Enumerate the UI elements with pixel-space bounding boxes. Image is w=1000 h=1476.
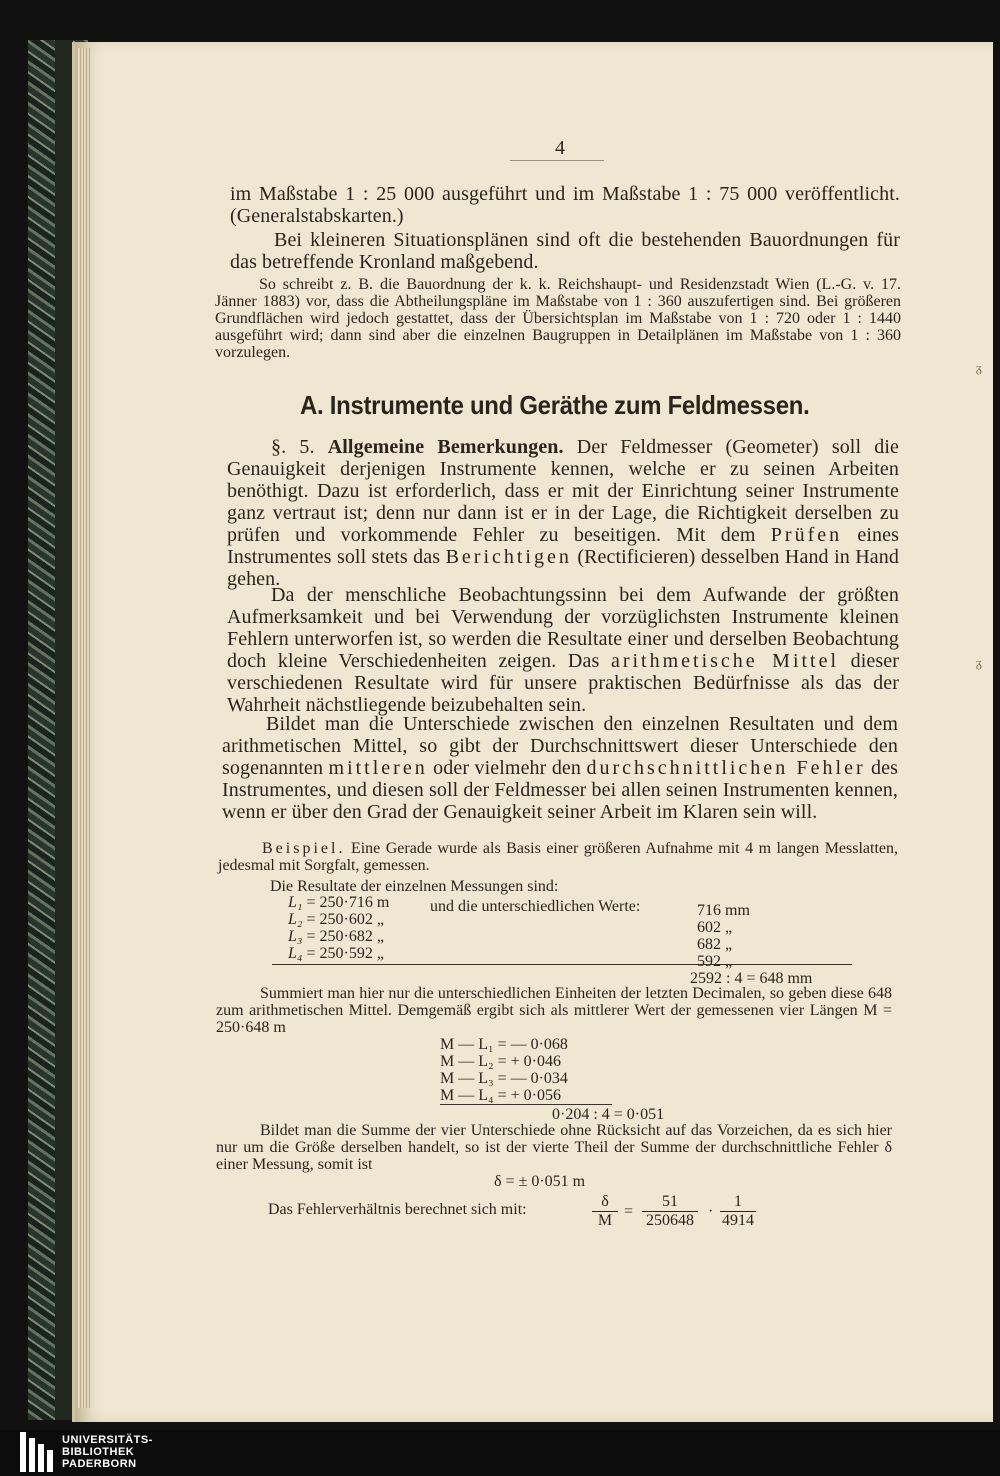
denominator: 250648: [642, 1211, 698, 1230]
library-logo-text: [62, 1434, 153, 1470]
measurement-symbol: L₁: [288, 894, 303, 911]
measurement-symbol: L₃: [288, 928, 303, 945]
fraction-3: [720, 1193, 756, 1230]
measurement-value: = 250·602 „: [306, 911, 384, 928]
diff-value: 592 „: [697, 953, 733, 970]
spaced-term: durchschnittlichen Fehler: [586, 757, 866, 779]
text-run: Bildet man die Unterschiede zwischen den einzelnen Resultaten und dem arithmetischen Mittel, so gibt der Durchschnittswert dieser Unterschiede den sogenannten: [222, 713, 898, 779]
logo-line: BIBLIOTHEK: [62, 1446, 135, 1458]
dot-sign: ·: [708, 1203, 714, 1220]
numerator: 1: [734, 1193, 742, 1210]
equals-sign: =: [624, 1203, 634, 1220]
text-run: des Instrumentes, und diesen soll der Feldmesser bei allen seinen Instrumenten kennen, wenn er über den Grad der Genauigkeit seiner Arbeit im Klaren sein will.: [222, 757, 899, 823]
measurement-row: [288, 894, 389, 912]
diff-value: 682 „: [697, 936, 733, 953]
example-paragraph-3: [216, 1122, 892, 1173]
residual-rule: [440, 1104, 612, 1105]
measurement-value: = 250·682 „: [306, 928, 384, 945]
residual-row: M — L₁ = — 0·068: [440, 1036, 568, 1053]
page-number-rule: [510, 160, 604, 161]
measurement-symbol: L₄: [288, 945, 303, 962]
fraction-1: [592, 1193, 618, 1230]
paragraph-section-5: [227, 436, 899, 590]
spaced-term: mittleren: [328, 757, 428, 779]
numerator: δ: [601, 1193, 609, 1210]
paragraph-text: [227, 436, 899, 590]
page-number: 4: [555, 137, 565, 159]
diff-intro: und die unterschiedlichen Werte:: [430, 898, 641, 915]
diff-value: 716 mm: [697, 902, 750, 919]
logo-line: UNIVERSITÄTS-: [62, 1434, 153, 1446]
paragraph-text: Bei kleineren Situationsplänen sind oft die bestehenden Bauordnungen für das betreffende Kronland maßgebend.: [230, 229, 900, 273]
text-line: (Generalstabskarten.): [230, 205, 404, 227]
example-paragraph-2: [216, 985, 892, 1036]
measurement-value: = 250·592 „: [306, 945, 384, 962]
measurement-row: [288, 945, 384, 963]
fraction-2: [642, 1193, 698, 1230]
paragraph-2-small: [215, 276, 901, 361]
top-lines: [230, 183, 900, 227]
residual-sum: 0·204 : 4 = 0·051: [552, 1106, 665, 1123]
text-line: im Maßstabe 1 : 25 000 ausgeführt und im Maßstabe 1 : 75 000 veröffentlicht.: [230, 183, 900, 205]
residual-row: M — L₄ = + 0·056: [440, 1087, 561, 1104]
spaced-term: Berichtigen: [445, 546, 572, 568]
text-run: oder vielmehr den: [433, 757, 582, 779]
residual-row: M — L₃ = — 0·034: [440, 1070, 568, 1087]
paragraph-text: [218, 840, 898, 874]
denominator: 4914: [722, 1212, 754, 1229]
diff-value: 602 „: [697, 919, 733, 936]
section-heading: A. Instrumente und Geräthe zum Feldmessen.: [300, 390, 810, 420]
margin-mark: ᵹ: [975, 361, 982, 376]
measurement-symbol: L₂: [288, 911, 303, 928]
paragraph-text: Summiert man hier nur die unterschiedlichen Einheiten der letzten Decimalen, so geben diese 648 zum arithmetischen Mittel. Demgemäß ergibt sich als mittlerer Wert der gemessenen vier Längen M = 250·648 m: [216, 985, 892, 1036]
diff-sum: 2592 : 4 = 648 mm: [690, 970, 813, 987]
measurement-row: [288, 928, 384, 946]
text-run: Da der menschliche Beobachtungssinn bei dem Aufwande der größten Aufmerksamkeit und bei Verwendung der vorzüglichsten Instrumente kleinen Fehlern unterworfen ist, so werden die Resultate einer und derselben Beobachtung doch kleine Verschiedenheiten zeigen. Das: [227, 584, 899, 672]
text-run: dieser verschiedenen Resultate wird für unsere praktischen Bedürfnisse als das der Wahrheit nächstliegende beizubehalten sein.: [227, 650, 900, 716]
paragraph-text: [222, 713, 898, 823]
section-title: Allgemeine Bemerkungen.: [327, 436, 564, 458]
text-run: eines Instrumentes soll stets das: [227, 524, 899, 568]
spaced-term: arithmetische Mittel: [610, 650, 840, 672]
page-edges: [78, 48, 90, 1408]
sum-rule: [272, 964, 852, 965]
paragraph-5: [222, 713, 898, 823]
denominator: M: [592, 1211, 618, 1230]
measurement-value: = 250·716 m: [306, 894, 390, 911]
delta-equation: δ = ± 0·051 m: [494, 1173, 586, 1190]
measurement-row: [288, 911, 384, 929]
logo-line: PADERBORN: [62, 1458, 137, 1470]
margin-mark: ᵹ: [975, 656, 982, 671]
text-run: Eine Gerade wurde als Basis einer größeren Aufnahme mit 4 m langen Messlatten, jedesmal mit Sorgfalt, gemessen.: [218, 840, 899, 874]
residual-row: M — L₂ = + 0·046: [440, 1053, 561, 1070]
results-intro: Die Resultate der einzelnen Messungen sind:: [270, 878, 559, 895]
library-logo: [20, 1432, 153, 1472]
numerator: 51: [662, 1193, 678, 1210]
text-run: Der Feldmesser (Geometer) soll die Genauigkeit derjenigen Instrumente kennen, welche er zu seinen Arbeiten benöthigt. Dazu ist erforderlich, dass er mit der Einrichtung seiner Instrumente ganz vertraut ist; denn nur dann ist er in der Lage, die Richtigkeit derselben zu prüfen und vorkommende Fehler zu beseitigen. Mit dem: [227, 436, 900, 546]
example-label: Beispiel.: [262, 840, 346, 857]
ratio-text: Das Fehlerverhältnis berechnet sich mit:: [268, 1201, 527, 1218]
text-run: (Rectificieren) desselben Hand in Hand gehen.: [227, 546, 899, 590]
library-logo-icon: [20, 1432, 54, 1472]
paragraph-text: Bildet man die Summe der vier Unterschiede ohne Rücksicht auf das Vorzeichen, da es sich hier nur um die Größe derselben handelt, so ist der vierte Theil der Summe der durchschnittliche Fehler δ einer Messung, somit ist: [216, 1122, 892, 1173]
example-paragraph: [218, 840, 898, 874]
spaced-term: Prüfen: [770, 524, 843, 546]
paragraph-1: [230, 229, 900, 273]
paragraph-4: [227, 584, 899, 716]
section-number: §. 5.: [271, 436, 315, 458]
paragraph-text: So schreibt z. B. die Bauordnung der k. k. Reichshaupt- und Residenzstadt Wien (L.-G. v. 17. Jänner 1883) vor, dass die Abtheilungspläne im Maßstabe von 1 : 360 auszufertigen sind. Bei größeren Grundflächen wird jedoch gestattet, dass der Übersichtsplan im Maßstabe von 1 : 720 oder 1 : 1440 ausgeführt wird; dann sind aber die einzelnen Baugruppen in Detailplänen im Maßstabe von 1 : 360 vorzulegen.: [215, 276, 901, 361]
paragraph-text: [227, 584, 899, 716]
cover-board-edge: [55, 40, 73, 1420]
